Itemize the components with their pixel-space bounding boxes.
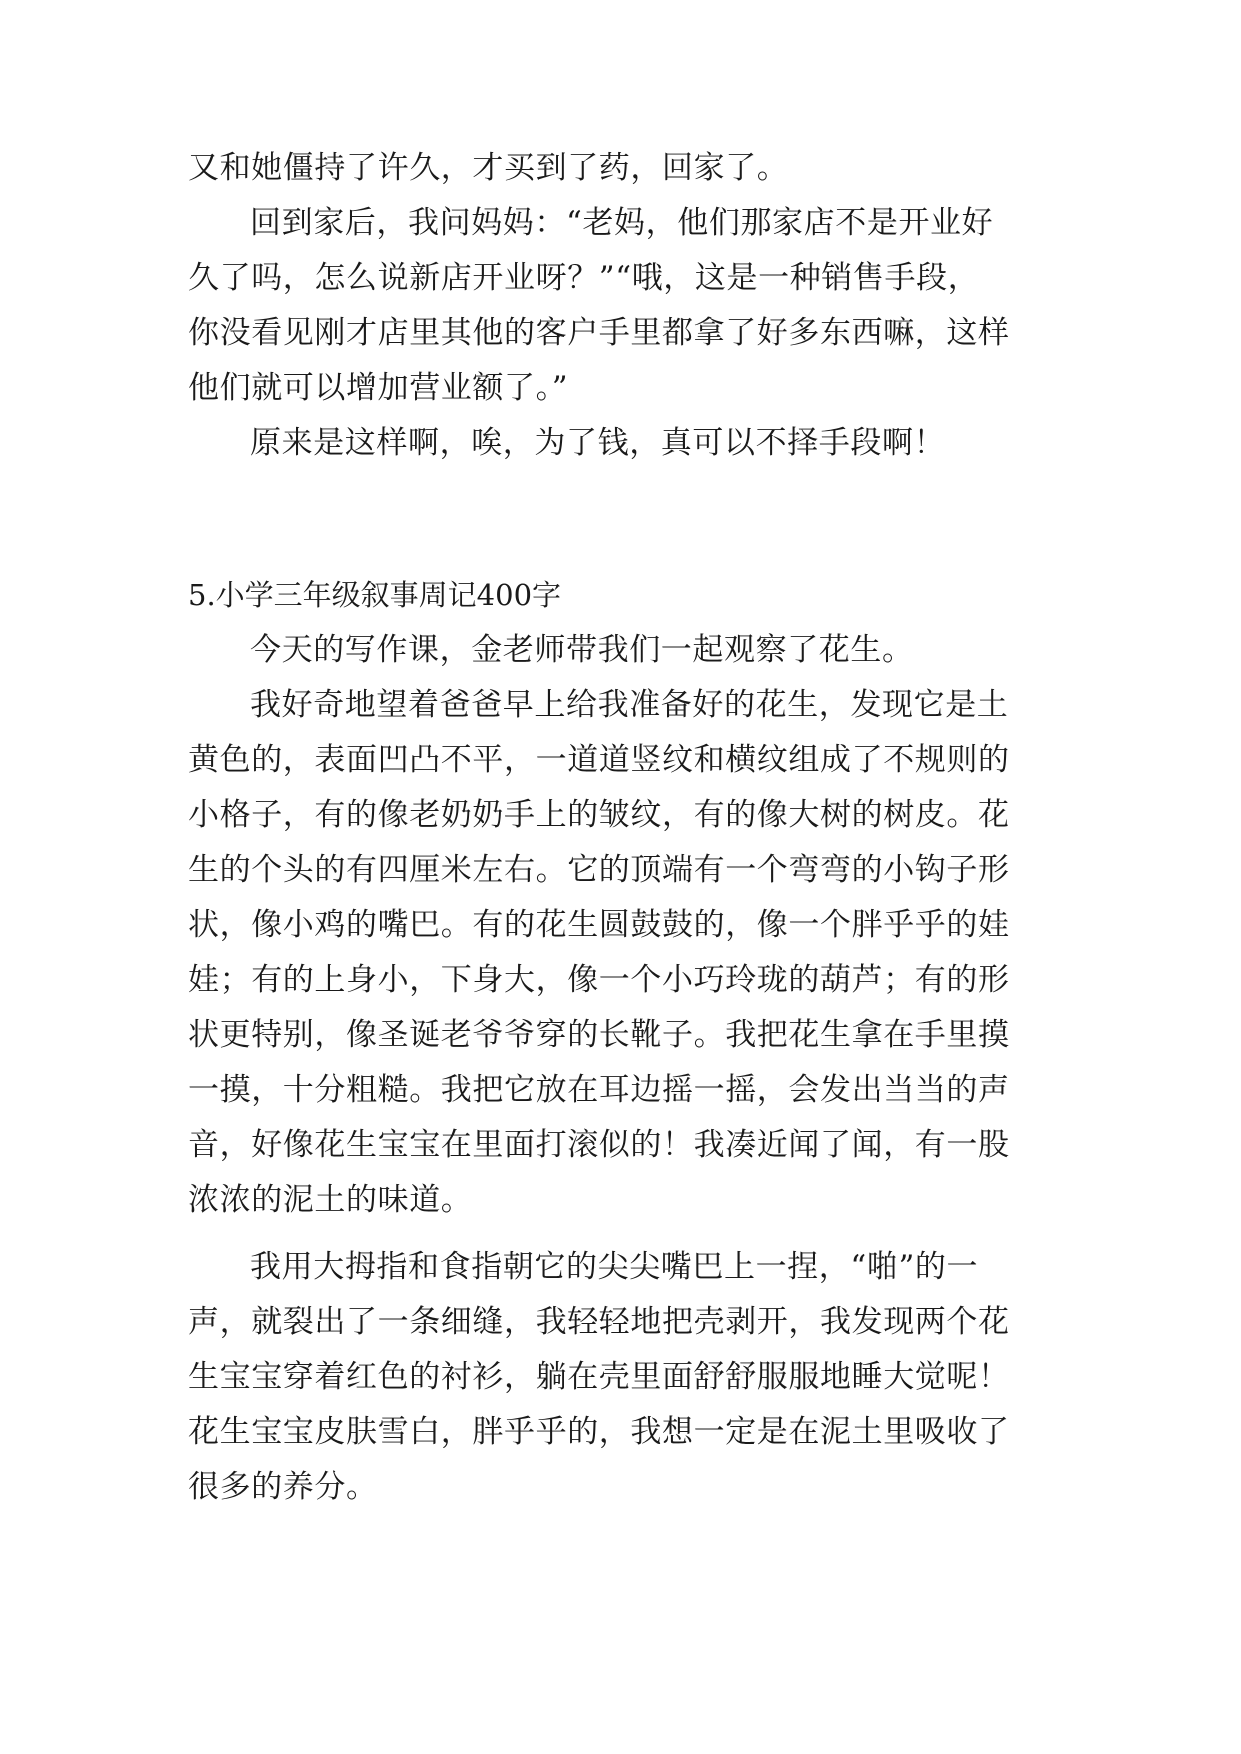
paragraph-first-line: 原来是这样啊，唉，为了钱，真可以不择手段啊！ [250,425,946,461]
paragraph-first-line: 我用大拇指和食指朝它的尖尖嘴巴上一捏，“啪”的一 [250,1249,979,1285]
paragraph-first-line: 今天的写作课，金老师带我们一起观察了花生。 [250,632,914,668]
text-line: 浓浓的泥土的味道。 [188,1182,473,1218]
text-line: 黄色的，表面凹凸不平，一道道竖纹和横纹组成了不规则的 [188,742,1010,778]
text-line: 生的个头的有四厘米左右。它的顶端有一个弯弯的小钩子形 [188,852,1010,888]
paragraph-first-line: 我好奇地望着爸爸早上给我准备好的花生，发现它是土 [250,687,1009,723]
text-line: 久了吗，怎么说新店开业呀？”“哦，这是一种销售手段， [188,260,980,296]
text-line: 小格子，有的像老奶奶手上的皱纹，有的像大树的树皮。花 [188,797,1010,833]
text-line: 状更特别，像圣诞老爷爷穿的长靴子。我把花生拿在手里摸 [188,1017,1010,1053]
paragraph-first-line: 回到家后，我问妈妈：“老妈，他们那家店不是开业好 [250,205,994,241]
text-line: 又和她僵持了许久，才买到了药，回家了。 [188,150,789,186]
text-line: 娃；有的上身小，下身大，像一个小巧玲珑的葫芦；有的形 [188,962,1010,998]
text-line: 声，就裂出了一条细缝，我轻轻地把壳剥开，我发现两个花 [188,1304,1010,1340]
text-line: 状，像小鸡的嘴巴。有的花生圆鼓鼓的，像一个胖乎乎的娃 [188,907,1010,943]
text-line: 生宝宝穿着红色的衬衫，躺在壳里面舒舒服服地睡大觉呢！ [188,1359,1010,1395]
section-title: 5.小学三年级叙事周记400字 [188,578,562,612]
text-line: 音，好像花生宝宝在里面打滚似的！我凑近闻了闻，有一股 [188,1127,1010,1163]
text-line: 他们就可以增加营业额了。” [188,370,569,406]
text-line: 你没看见刚才店里其他的客户手里都拿了好多东西嘛，这样 [188,315,1010,351]
text-line: 花生宝宝皮肤雪白，胖乎乎的，我想一定是在泥土里吸收了 [188,1414,1010,1450]
text-line: 一摸，十分粗糙。我把它放在耳边摇一摇，会发出当当的声 [188,1072,1010,1108]
text-line: 很多的养分。 [188,1469,378,1505]
